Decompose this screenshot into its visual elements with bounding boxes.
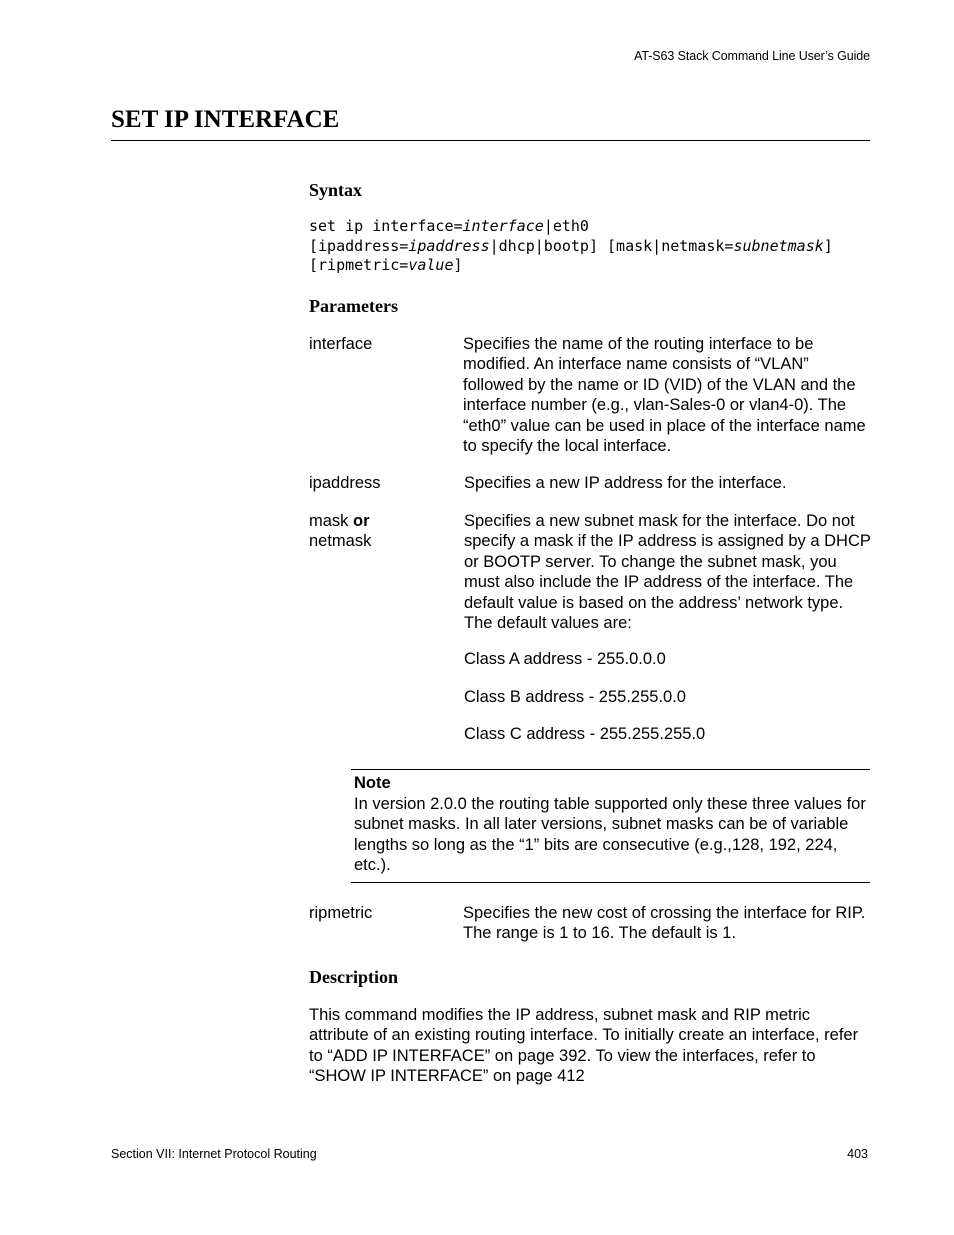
syntax-text: [ipaddress= <box>309 236 409 255</box>
description-body: This command modifies the IP address, subnet mask and RIP metric attribute of an existing routing interface. To initially create an interface, refer to “ADD IP INTERFACE” on page 392. To view the interfaces, refer to “SHOW IP INTERFACE” on page 412 <box>309 1006 859 1086</box>
syntax-text: set ip interface= <box>309 217 463 235</box>
syntax-text: ] <box>453 256 463 274</box>
param-name-ipaddress: ipaddress <box>309 474 381 492</box>
syntax-text: |dhcp|bootp] [mask|netmask= <box>489 236 734 255</box>
description-heading: Description <box>309 967 398 987</box>
param-name-ripmetric: ripmetric <box>309 904 373 922</box>
param-desc-ipaddress: Specifies a new IP address for the interface. <box>464 474 787 492</box>
note-title: Note <box>354 774 391 792</box>
param-name-or-text: or <box>353 512 370 530</box>
syntax-line-2 <box>309 237 869 257</box>
parameters-heading: Parameters <box>309 296 398 316</box>
note-box <box>351 769 870 883</box>
footer-section: Section VII: Internet Protocol Routing <box>111 1147 317 1161</box>
param-name-mask <box>309 511 449 552</box>
syntax-text: ] <box>823 236 833 255</box>
class-b-default: Class B address - 255.255.0.0 <box>464 688 686 706</box>
class-a-default: Class A address - 255.0.0.0 <box>464 650 666 668</box>
param-name-interface: interface <box>309 335 373 353</box>
param-desc-mask: Specifies a new subnet mask for the interface. Do not specify a mask if the IP address is assigned by a DHCP or BOOTP server. To change the subnet mask, you must also include the IP address of the interface. The default value is based on the address’ network type. The default values are: <box>464 512 871 633</box>
param-desc-ripmetric: Specifies the new cost of crossing the interface for RIP. The range is 1 to 16. The default is 1. <box>463 904 866 943</box>
page-number: 403 <box>847 1147 868 1161</box>
syntax-variable: interface <box>462 217 544 235</box>
class-c-default: Class C address - 255.255.255.0 <box>464 725 706 743</box>
syntax-variable: subnetmask <box>733 236 824 255</box>
param-desc-interface: Specifies the name of the routing interface to be modified. An interface name consists of “VLAN” followed by the name or ID (VID) of the VLAN and the interface number (e.g., vlan-Sales-0 or vlan4-0). The “eth0” value can be used in place of the interface name to specify the local interface. <box>463 335 866 456</box>
param-name-netmask-text: netmask <box>309 532 372 551</box>
param-name-mask-text: mask <box>309 512 354 530</box>
note-body: In version 2.0.0 the routing table supported only these three values for subnet masks. In all later versions, subnet masks can be of variable lengths so long as the “1” bits are consecutive (e.g.,128, 192, 224, etc.). <box>354 795 866 875</box>
title-rule <box>111 140 870 141</box>
syntax-text: [ripmetric= <box>309 256 409 274</box>
syntax-text: |eth0 <box>543 217 589 235</box>
syntax-code-block <box>309 217 869 276</box>
syntax-heading: Syntax <box>309 180 363 200</box>
syntax-variable: value <box>408 256 454 274</box>
syntax-variable: ipaddress <box>408 236 490 255</box>
syntax-line-1 <box>309 217 869 237</box>
running-header: AT-S63 Stack Command Line User’s Guide <box>634 49 870 63</box>
syntax-line-3 <box>309 256 869 276</box>
page-title: SET IP INTERFACE <box>111 106 340 133</box>
